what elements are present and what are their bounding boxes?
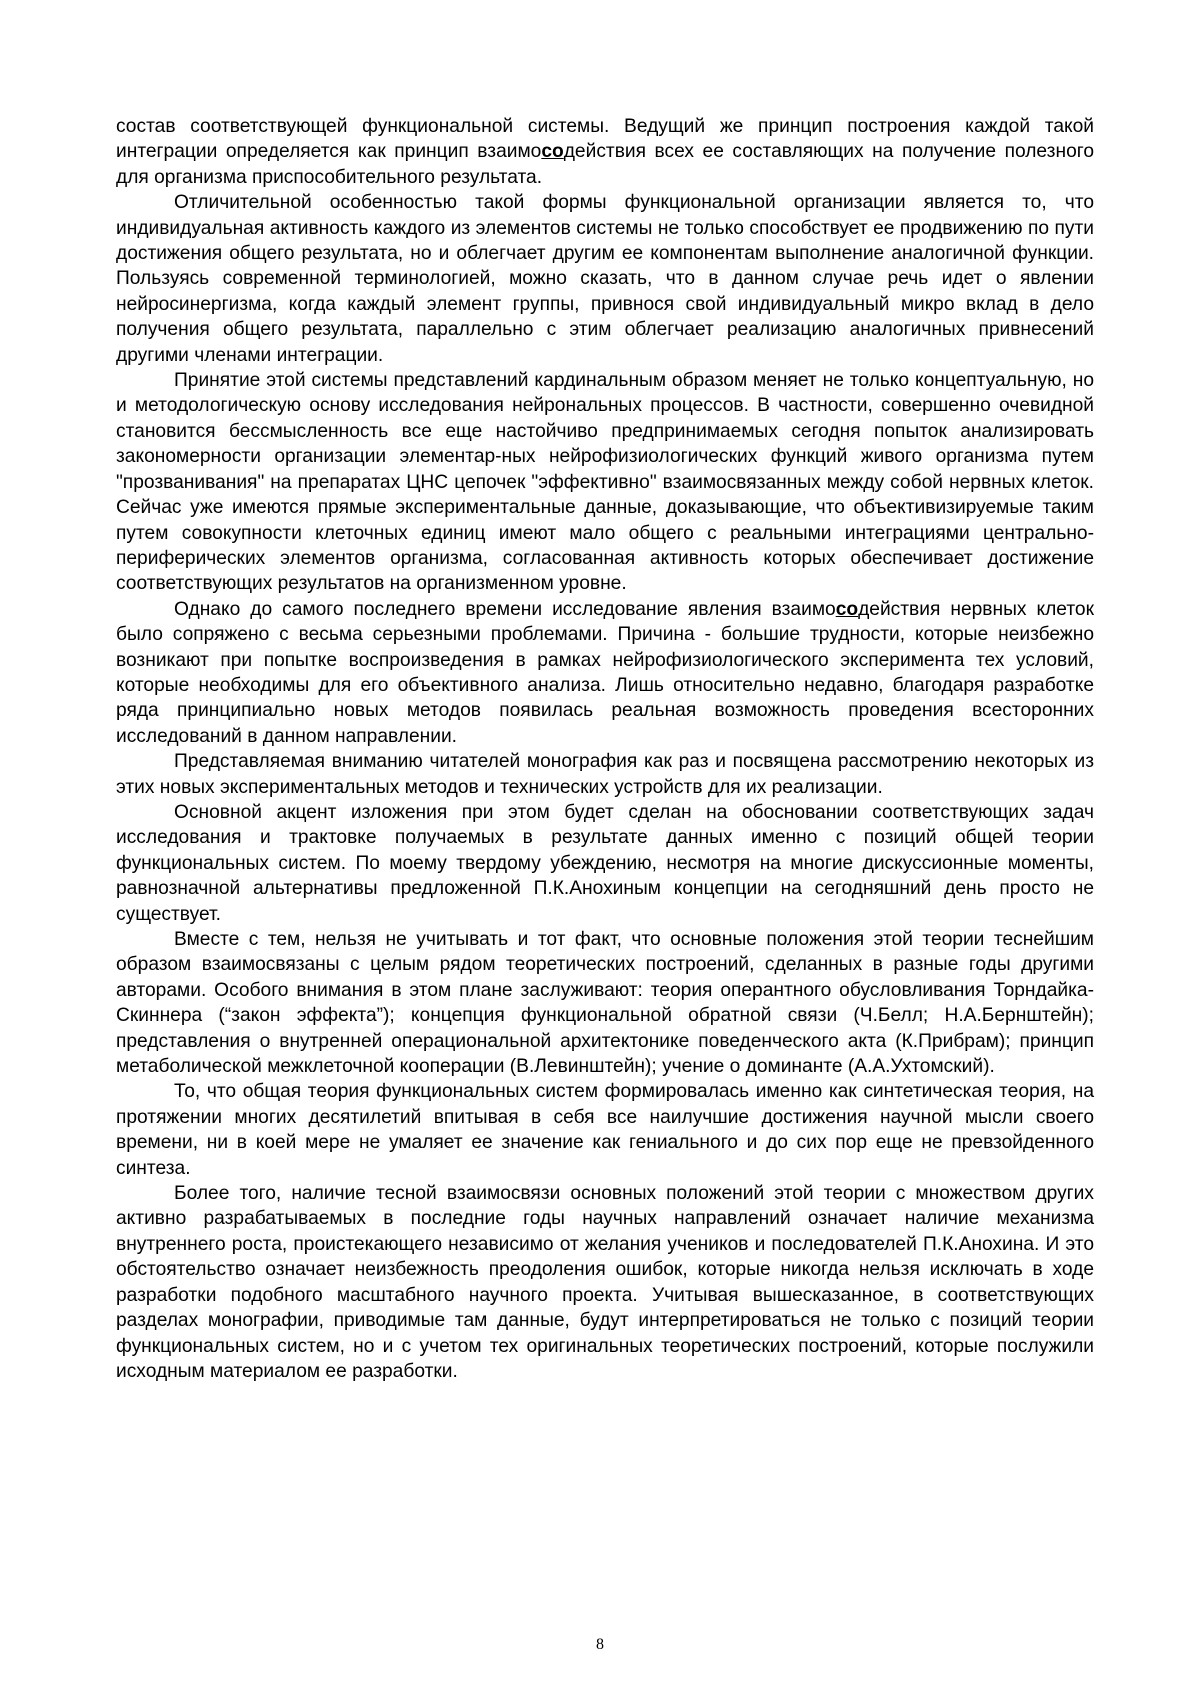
text-segment: действия нервных клеток было сопряжено с весьма серьезными проблемами. Причина - большие трудности, которые неизбежно возникают при попытке воспроизведения в рамках нейрофизиологического эксперимента тех условий, которые необходимы для его объективного анализа. Лишь относительно недавно, благодаря разработке ряда принципиально новых методов появилась реальная возможность проведения всесторонних исследований в данном направлении. [116,599,1094,747]
paragraph-3 [116,368,1094,597]
text-segment: То, что общая теория функциональных систем формировалась именно как синтетическая теория, на протяжении многих десятилетий впитывая в себя все наилучшие достижения научной мысли своего времени, ни в коей мере не умаляет ее значение как гениального и до сих пор еще не превзойденного синтеза. [116,1081,1094,1178]
text-segment: Однако до самого последнего времени исследование явления взаимо [174,599,836,620]
page-number: 8 [0,1636,1200,1654]
text-segment: Принятие этой системы представлений кардинальным образом меняет не только концептуальную, но и методологическую основу исследования нейрональных процессов. В частности, совершенно очевидной становится бессмысленность все еще настойчиво предпринимаемых сегодня попыток анализировать закономерности организации элементар-ных нейрофизиологических функций живого организма путем "прозванивания" на препаратах ЦНС цепочек "эффективно" взаимосвязанных между собой нервных клеток. Сейчас уже имеются прямые экспериментальные данные, доказывающие, что объективизируемые таким путем совокупности клеточных единиц имеют мало общего с реальными интеграциями центрально-периферических элементов организма, согласованная активность которых обеспечивает достижение соответствующих результатов на организменном уровне. [116,370,1094,594]
text-segment: Основной акцент изложения при этом будет сделан на обосновании соответствующих задач исследования и трактовке получаемых в результате данных именно с позиций общей теории функциональных систем. По моему твердому убеждению, несмотря на многие дискуссионные моменты, равнозначной альтернативы предложенной П.К.Анохиным концепции на сегодняшний день просто не существует. [116,802,1094,925]
text-segment: Более того, наличие тесной взаимосвязи основных положений этой теории с множеством других активно разрабатываемых в последние годы научных направлений означает наличие механизма внутреннего роста, проистекающего независимо от желания учеников и последователей П.К.Анохина. И это обстоятельство означает неизбежность преодоления ошибок, которые никогда нельзя исключать в ходе разработки подобного масштабного научного проекта. Учитывая вышесказанное, в соответствующих разделах монографии, приводимые там данные, будут интерпретироваться не только с позиций теории функциональных систем, но и с учетом тех оригинальных теоретических построений, которые послужили исходным материалом ее разработки. [116,1183,1094,1382]
document-page [0,0,1200,1698]
text-segment: действия всех ее составляющих на получение полезного для организма приспособительного результата. [116,141,1094,187]
paragraph-6 [116,800,1094,927]
paragraph-1 [116,114,1094,190]
paragraph-8 [116,1079,1094,1181]
emphasis-syllable: со [541,141,563,162]
text-segment: Вместе с тем, нельзя не учитывать и тот факт, что основные положения этой теории теснейшим образом взаимосвязаны с целым рядом теоретических построений, сделанных в разные годы другими авторами. Особого внимания в этом плане заслуживают: теория оперантного обусловливания Торндайка-Скиннера (“закон эффекта”); концепция функциональной обратной связи (Ч.Белл; Н.А.Бернштейн); представления о внутренней операциональной архитектонике поведенческого акта (К.Прибрам); принцип метаболической межклеточной кооперации (В.Левинштейн); учение о доминанте (А.А.Ухтомский). [116,929,1094,1077]
paragraph-5 [116,749,1094,800]
paragraph-4 [116,597,1094,749]
text-segment: состав соответствующей функциональной системы. Ведущий же принцип построения каждой такой интеграции определяется как принцип взаимо [116,116,1094,162]
paragraph-7 [116,927,1094,1079]
text-segment: Отличительной особенностью такой формы функциональной организации является то, что индивидуальная активность каждого из элементов системы не только способствует ее продвижению по пути достижения общего результата, но и облегчает другим ее компонентам выполнение аналогичной функции. Пользуясь современной терминологией, можно сказать, что в данном случае речь идет о явлении нейросинергизма, когда каждый элемент группы, привнося свой индивидуальный микро вклад в дело получения общего результата, параллельно с этим облегчает реализацию аналогичных привнесений другими членами интеграции. [116,192,1094,365]
text-segment: Представляемая вниманию читателей монография как раз и посвящена рассмотрению некоторых из этих новых экспериментальных методов и технических устройств для их реализации. [116,751,1094,797]
body-text [116,114,1094,1384]
emphasis-syllable: со [836,599,858,620]
paragraph-9 [116,1181,1094,1384]
paragraph-2 [116,190,1094,368]
